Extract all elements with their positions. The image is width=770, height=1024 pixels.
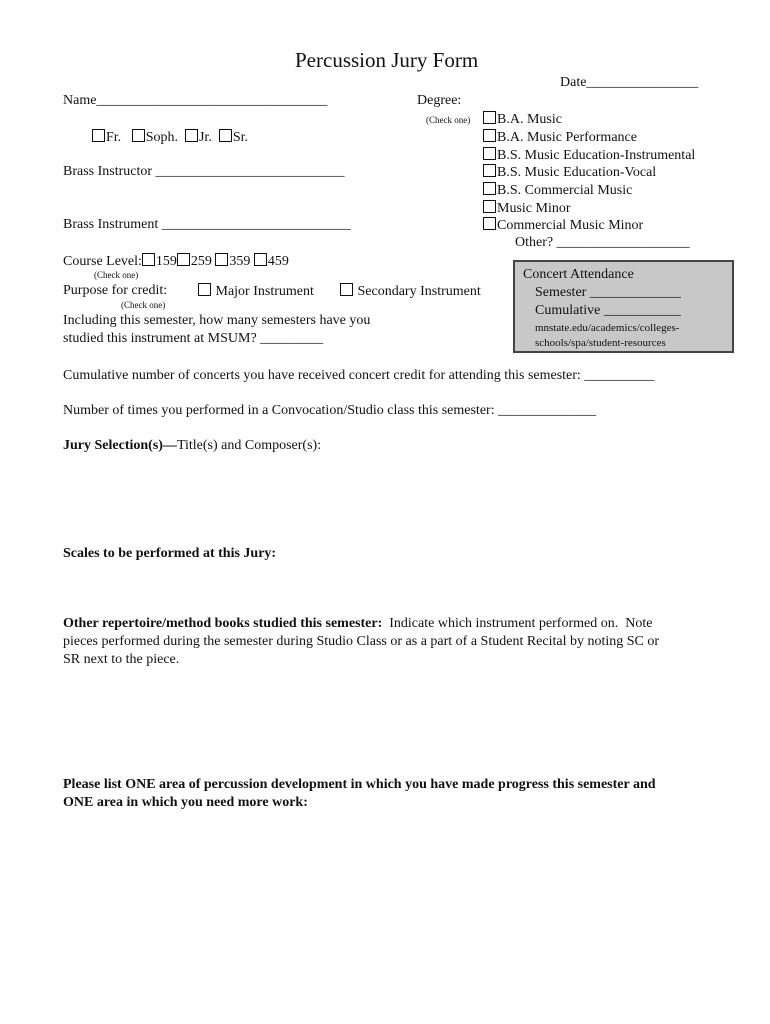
year-label: Soph. <box>145 130 178 145</box>
semesters-question-line1: Including this semester, how many semesters have you <box>63 313 371 328</box>
cumulative-concerts-field[interactable]: Cumulative number of concerts you have received concert credit for attending this semester: __________ <box>63 368 655 383</box>
course-level-option: 459 <box>267 254 289 269</box>
convocation-field[interactable]: Number of times you performed in a Convocation/Studio class this semester: ______________ <box>63 403 597 418</box>
checkbox[interactable] <box>483 217 496 230</box>
degree-other-field[interactable]: Other? ___________________ <box>515 235 690 250</box>
degree-option-label: Commercial Music Minor <box>497 218 644 233</box>
checkbox[interactable] <box>215 253 228 266</box>
degree-check-one: (Check one) <box>426 115 471 125</box>
name-field[interactable]: Name_________________________________ <box>63 93 328 108</box>
progress-line2: ONE area in which you need more work: <box>63 795 308 810</box>
purpose-option-major[interactable] <box>198 283 314 300</box>
purpose-label: Purpose for credit: <box>63 283 168 298</box>
purpose-option-secondary[interactable] <box>340 283 481 300</box>
scales-heading: Scales to be performed at this Jury: <box>63 546 277 561</box>
checkbox[interactable] <box>483 182 496 195</box>
degree-option[interactable] <box>483 129 637 146</box>
concert-attendance-title: Concert Attendance <box>523 267 634 282</box>
course-level-option: 259 <box>190 254 212 269</box>
other-repertoire-line3: SR next to the piece. <box>63 652 180 667</box>
jury-selection-rest: Title(s) and Composer(s): <box>176 438 322 453</box>
purpose-check-one: (Check one) <box>121 300 166 310</box>
checkbox[interactable] <box>254 253 267 266</box>
checkbox[interactable] <box>92 129 105 142</box>
checkbox[interactable] <box>132 129 145 142</box>
degree-option[interactable] <box>483 111 562 128</box>
degree-option[interactable] <box>483 147 695 164</box>
year-options <box>92 129 248 146</box>
jury-selection-heading <box>63 438 321 454</box>
date-field[interactable]: Date________________ <box>560 75 699 90</box>
degree-option[interactable] <box>483 217 643 234</box>
page-title: Percussion Jury Form <box>295 48 479 72</box>
course-level-option: 359 <box>229 254 251 269</box>
checkbox[interactable] <box>483 111 496 124</box>
purpose-option-label: Major Instrument <box>215 284 314 299</box>
checkbox[interactable] <box>142 253 155 266</box>
other-repertoire-bold: Other repertoire/method books studied this semester: <box>63 616 383 631</box>
year-label: Jr. <box>198 130 212 145</box>
degree-option-label: B.A. Music <box>497 112 562 127</box>
other-repertoire-line1: Indicate which instrument performed on. Note <box>382 616 653 631</box>
course-check-one: (Check one) <box>94 270 139 280</box>
year-label: Sr. <box>232 130 249 145</box>
jury-selection-bold: Jury Selection(s)— <box>63 438 177 453</box>
concert-attendance-box <box>513 260 734 353</box>
checkbox[interactable] <box>198 283 211 296</box>
degree-option-label: Music Minor <box>497 201 571 216</box>
concert-semester-field[interactable]: Semester _____________ <box>535 285 681 300</box>
semesters-question-field[interactable]: studied this instrument at MSUM? _________ <box>63 331 324 346</box>
year-label: Fr. <box>106 130 122 145</box>
concert-url-line2: schools/spa/student-resources <box>535 337 666 349</box>
degree-label: Degree: <box>417 93 462 108</box>
progress-line1: Please list ONE area of percussion development in which you have made progress this semester and <box>63 777 656 792</box>
checkbox[interactable] <box>483 164 496 177</box>
concert-cumulative-field[interactable]: Cumulative ___________ <box>535 303 681 318</box>
degree-option-label: B.S. Music Education-Instrumental <box>497 148 696 163</box>
degree-option[interactable] <box>483 182 632 199</box>
checkbox[interactable] <box>219 129 232 142</box>
degree-option-label: B.S. Commercial Music <box>497 183 633 198</box>
brass-instructor-field[interactable]: Brass Instructor ___________________________ <box>63 164 345 179</box>
other-repertoire-section <box>63 615 723 669</box>
course-level-label: Course Level: <box>63 254 142 269</box>
purpose-option-label: Secondary Instrument <box>357 284 481 299</box>
degree-option-label: B.S. Music Education-Vocal <box>497 165 657 180</box>
concert-url-line1: mnstate.edu/academics/colleges- <box>535 322 680 334</box>
course-level <box>63 253 289 270</box>
checkbox[interactable] <box>185 129 198 142</box>
checkbox[interactable] <box>483 147 496 160</box>
checkbox[interactable] <box>177 253 190 266</box>
checkbox[interactable] <box>483 200 496 213</box>
checkbox[interactable] <box>340 283 353 296</box>
checkbox[interactable] <box>483 129 496 142</box>
brass-instrument-field[interactable]: Brass Instrument ___________________________ <box>63 217 351 232</box>
other-repertoire-line2: pieces performed during the semester during Studio Class or as a part of a Student Recital by noting SC or <box>63 634 660 649</box>
progress-section <box>63 776 743 812</box>
degree-option[interactable] <box>483 200 571 217</box>
degree-option[interactable] <box>483 164 656 181</box>
degree-option-label: B.A. Music Performance <box>497 130 637 145</box>
course-level-option: 159 <box>155 254 177 269</box>
